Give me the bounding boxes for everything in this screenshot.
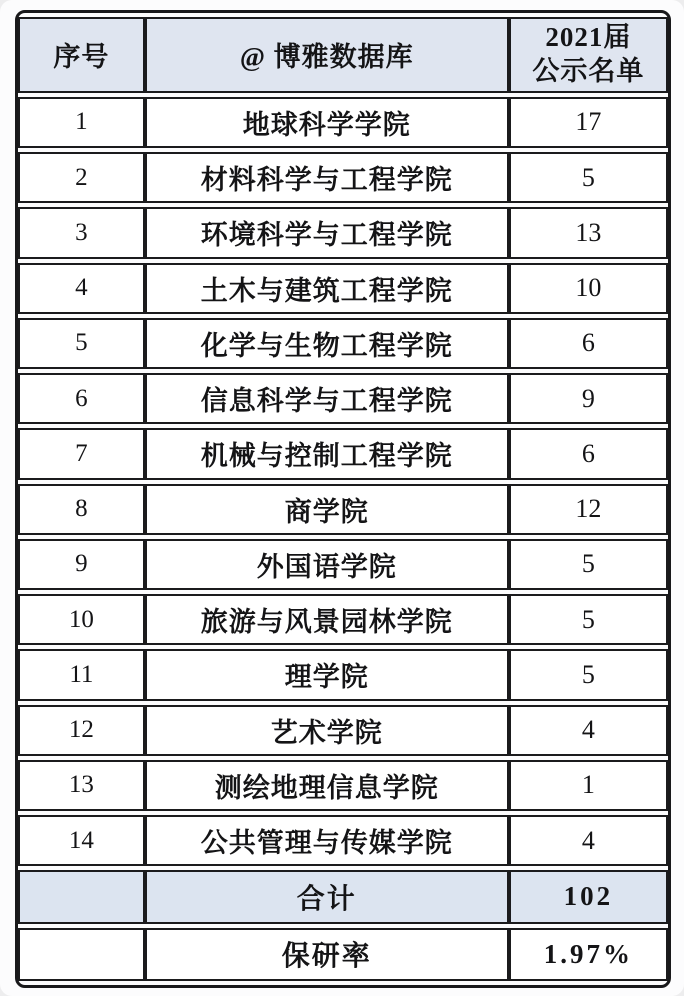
college-name-cell: 机械与控制工程学院	[145, 428, 509, 479]
count-cell: 5	[509, 152, 668, 203]
table-row	[18, 649, 668, 700]
row-index-cell: 10	[18, 594, 145, 645]
row-index-cell: 6	[18, 373, 145, 424]
row-index-cell: 5	[18, 318, 145, 369]
row-index-cell: 3	[18, 207, 145, 258]
count-cell: 1	[509, 760, 668, 811]
total-count-cell: 102	[509, 870, 668, 923]
row-index-cell: 12	[18, 705, 145, 756]
rate-empty-cell	[18, 928, 145, 981]
college-name-cell: 化学与生物工程学院	[145, 318, 509, 369]
college-name-cell: 地球科学学院	[145, 97, 509, 148]
count-cell: 5	[509, 594, 668, 645]
table-row	[18, 318, 668, 369]
row-index-cell: 8	[18, 484, 145, 535]
college-name-cell: 公共管理与传媒学院	[145, 815, 509, 866]
row-index-cell: 7	[18, 428, 145, 479]
college-name-cell: 测绘地理信息学院	[145, 760, 509, 811]
header-count-line2: 公示名单	[532, 55, 645, 86]
table-row	[18, 815, 668, 866]
table-row	[18, 539, 668, 590]
college-name-cell: 材料科学与工程学院	[145, 152, 509, 203]
header-count-line1: 2021届	[545, 22, 632, 53]
row-index-cell: 13	[18, 760, 145, 811]
total-empty-cell	[18, 870, 145, 923]
count-cell: 4	[509, 705, 668, 756]
college-name-cell: 艺术学院	[145, 705, 509, 756]
total-row	[18, 870, 668, 923]
row-index-cell: 4	[18, 263, 145, 314]
rate-value-cell: 1.97%	[509, 928, 668, 981]
table-row	[18, 97, 668, 148]
count-cell: 10	[509, 263, 668, 314]
college-name-cell: 商学院	[145, 484, 509, 535]
header-row	[18, 17, 668, 93]
count-cell: 4	[509, 815, 668, 866]
table-row	[18, 428, 668, 479]
count-cell: 5	[509, 539, 668, 590]
table-row	[18, 594, 668, 645]
table-row	[18, 263, 668, 314]
table-row	[18, 760, 668, 811]
college-name-cell: 环境科学与工程学院	[145, 207, 509, 258]
college-name-cell: 旅游与风景园林学院	[145, 594, 509, 645]
college-name-cell: 信息科学与工程学院	[145, 373, 509, 424]
count-cell: 9	[509, 373, 668, 424]
count-cell: 5	[509, 649, 668, 700]
row-index-cell: 2	[18, 152, 145, 203]
row-index-cell: 11	[18, 649, 145, 700]
college-name-cell: 土木与建筑工程学院	[145, 263, 509, 314]
header-cell-source: @ 博雅数据库	[145, 17, 509, 93]
table-row	[18, 484, 668, 535]
admission-list-table	[15, 10, 671, 988]
count-cell: 12	[509, 484, 668, 535]
rate-row	[18, 928, 668, 981]
row-index-cell: 14	[18, 815, 145, 866]
college-name-cell: 外国语学院	[145, 539, 509, 590]
header-cell-count	[509, 17, 668, 93]
table-row	[18, 705, 668, 756]
count-cell: 6	[509, 318, 668, 369]
row-index-cell: 1	[18, 97, 145, 148]
header-cell-index: 序号	[18, 17, 145, 93]
table-row	[18, 373, 668, 424]
college-name-cell: 理学院	[145, 649, 509, 700]
count-cell: 13	[509, 207, 668, 258]
count-cell: 17	[509, 97, 668, 148]
rate-label-cell: 保研率	[145, 928, 509, 981]
total-label-cell: 合计	[145, 870, 509, 923]
row-index-cell: 9	[18, 539, 145, 590]
table-row	[18, 152, 668, 203]
count-cell: 6	[509, 428, 668, 479]
table-row	[18, 207, 668, 258]
